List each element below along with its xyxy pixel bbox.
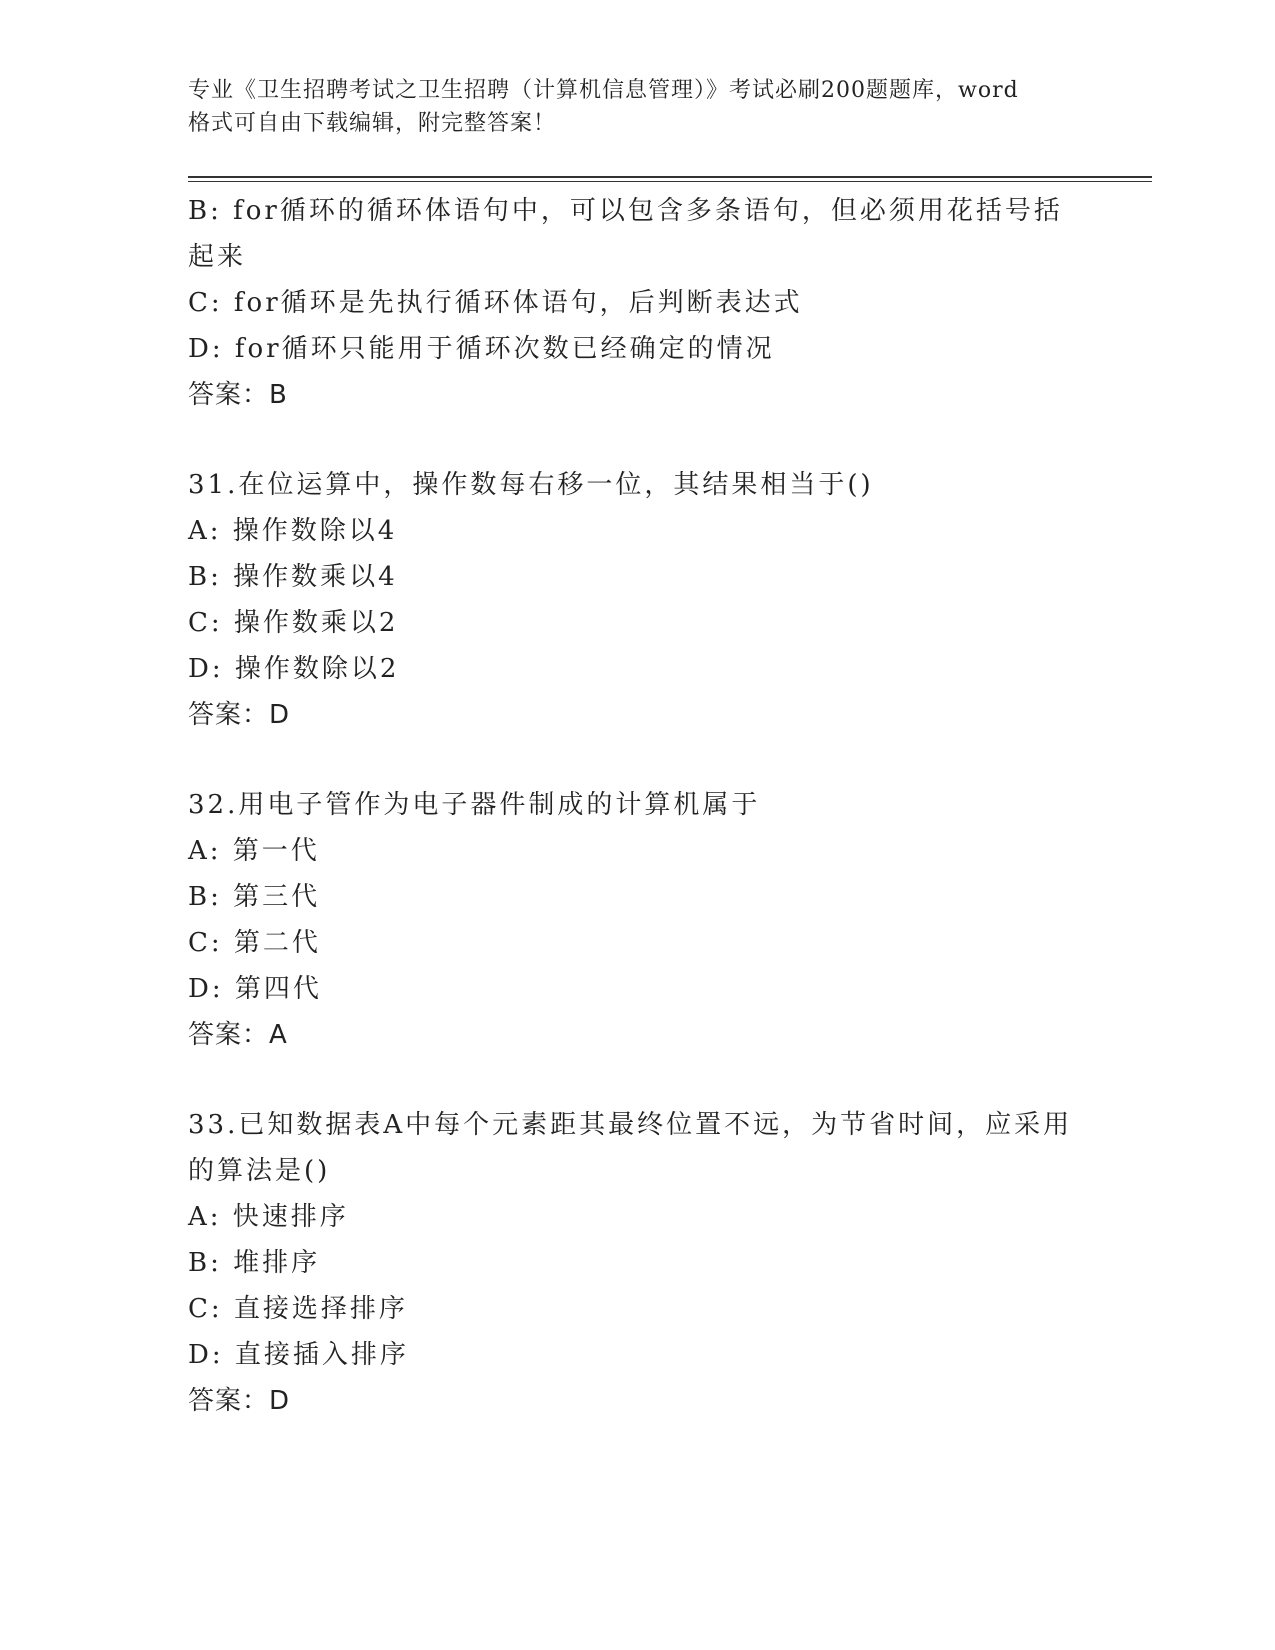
answer: 答案：D — [188, 1386, 291, 1416]
answer: 答案：D — [188, 700, 291, 730]
option-a: A: 第一代 — [188, 836, 320, 866]
answer: 答案：B — [188, 380, 288, 410]
question-31 — [188, 462, 1088, 738]
option-d: D: for循环只能用于循环次数已经确定的情况 — [188, 334, 775, 364]
option-c: C: for循环是先执行循环体语句，后判断表达式 — [188, 288, 803, 318]
question-stem: 31.在位运算中，操作数每右移一位，其结果相当于() — [188, 470, 874, 500]
question-list — [188, 188, 1088, 1424]
option-c: C: 第二代 — [188, 928, 321, 958]
question-32 — [188, 782, 1088, 1058]
question-stem-line-2: 的算法是() — [188, 1156, 331, 1186]
header-line-2: 格式可自由下载编辑，附完整答案！ — [188, 111, 557, 136]
option-b-line-1: B: for循环的循环体语句中，可以包含多条语句，但必须用花括号括 — [188, 196, 1063, 226]
header-line-1: 专业《卫生招聘考试之卫生招聘（计算机信息管理）》考试必刷200题题库，word — [188, 78, 1019, 103]
option-d: D: 直接插入排序 — [188, 1340, 409, 1370]
header-divider-thin — [188, 181, 1152, 182]
option-b: B: 第三代 — [188, 882, 321, 912]
option-b: B: 堆排序 — [188, 1248, 321, 1278]
question-33 — [188, 1102, 1088, 1424]
header-divider-thick — [188, 176, 1152, 178]
option-b: B: 操作数乘以4 — [188, 562, 398, 592]
question-stem: 32.用电子管作为电子器件制成的计算机属于 — [188, 790, 761, 820]
question-30-continued — [188, 188, 1088, 418]
option-d: D: 操作数除以2 — [188, 654, 400, 684]
question-stem-line-1: 33.已知数据表A中每个元素距其最终位置不远，为节省时间，应采用 — [188, 1110, 1073, 1140]
option-a: A: 快速排序 — [188, 1202, 349, 1232]
option-a: A: 操作数除以4 — [188, 516, 398, 546]
document-header — [188, 74, 1088, 140]
option-b-line-2: 起来 — [188, 242, 247, 272]
option-c: C: 操作数乘以2 — [188, 608, 399, 638]
option-c: C: 直接选择排序 — [188, 1294, 408, 1324]
answer: 答案：A — [188, 1020, 288, 1050]
option-d: D: 第四代 — [188, 974, 322, 1004]
